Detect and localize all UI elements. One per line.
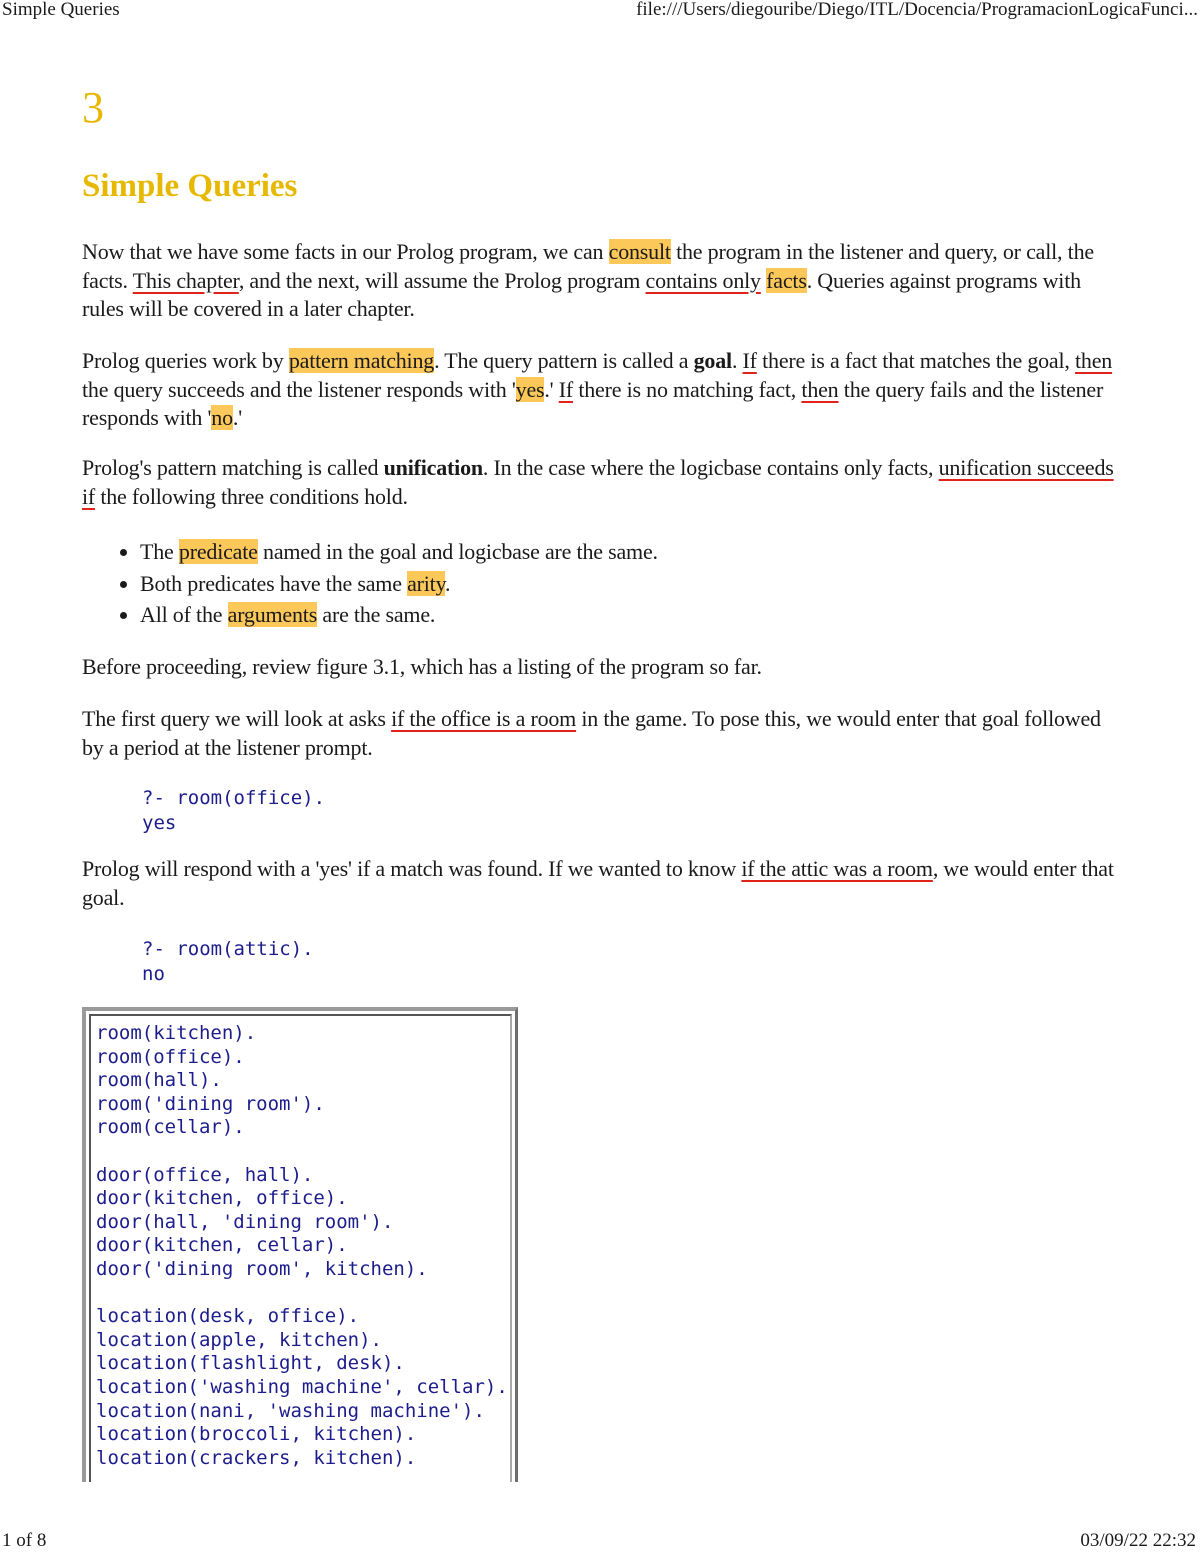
code-line: room(office). xyxy=(96,1045,245,1068)
program-listing-code xyxy=(91,1016,510,1470)
underline-contains-only: contains only xyxy=(645,267,761,293)
code-line xyxy=(96,1140,510,1164)
code-line: door('dining room', kitchen). xyxy=(96,1257,428,1280)
code-line: door(kitchen, office). xyxy=(96,1187,348,1210)
highlight-predicate: predicate xyxy=(178,539,258,564)
code-line: location(desk, office). xyxy=(96,1305,360,1328)
code-line: location('washing machine', cellar). xyxy=(96,1375,508,1398)
code-line: room(kitchen). xyxy=(96,1022,257,1044)
underline-unification-succeeds: unification succeeds if xyxy=(82,455,1114,509)
code-example-office: ?- room(office). yes xyxy=(142,787,326,834)
paragraph-unification: Prolog's pattern matching is called unification. In the case where the logicbase contains only facts, unification succeeds if the following three conditions hold. xyxy=(82,455,1114,509)
print-header-url: file:///Users/diegouribe/Diego/ITL/Docencia/ProgramacionLogicaFunci... xyxy=(636,0,1198,20)
underline-then: then xyxy=(801,376,839,402)
chapter-number: 3 xyxy=(82,83,104,132)
highlight-facts: facts xyxy=(766,267,807,293)
underline-if: If xyxy=(742,348,757,373)
term-goal: goal xyxy=(693,348,732,373)
paragraph-pattern-matching: Prolog queries work by pattern matching. The query pattern is called a goal. If there is a fact that matches the goal, then the query succeeds and the listener responds with 'yes.' If there is no matching fact, then the query fails and the listener responds with 'no.' xyxy=(82,348,1113,430)
code-example-attic: ?- room(attic). no xyxy=(142,938,314,985)
code-line: location(nani, 'washing machine'). xyxy=(96,1399,485,1422)
conditions-list xyxy=(82,536,658,631)
code-line: door(office, hall). xyxy=(96,1163,314,1186)
list-item: • The predicate named in the goal and logicbase are the same. xyxy=(140,536,658,568)
program-listing-figure xyxy=(82,1007,518,1482)
list-item: • Both predicates have the same arity. xyxy=(140,568,658,600)
underline-then: then xyxy=(1075,348,1113,373)
underline-if: If xyxy=(558,376,574,402)
paragraph-intro: Now that we have some facts in our Prolog program, we can consult the program in the listener and query, or call, the facts. This chapter, and the next, will assume the Prolog program contains only facts. Queries against programs with rules will be covered in a later chapter. xyxy=(82,239,1094,321)
highlight-consult: consult xyxy=(608,239,671,264)
paragraph-first-query: The first query we will look at asks if the office is a room in the game. To pose this, we would enter that goal followed by a period at the listener prompt. xyxy=(82,706,1101,760)
code-line: room(cellar). xyxy=(96,1116,245,1139)
highlight-arity: arity xyxy=(407,570,445,596)
code-line: location(broccoli, kitchen). xyxy=(96,1423,417,1446)
code-line xyxy=(96,1282,510,1306)
highlight-arguments: arguments xyxy=(227,602,318,627)
highlight-yes: yes xyxy=(515,376,545,402)
code-line: location(apple, kitchen). xyxy=(96,1328,382,1351)
highlight-pattern-matching: pattern matching xyxy=(288,348,435,373)
page-indicator: 1 of 8 xyxy=(2,1530,47,1551)
list-item: • All of the arguments are the same. xyxy=(140,599,658,631)
code-line: room(hall). xyxy=(96,1069,222,1092)
code-line: room('dining room'). xyxy=(96,1092,325,1115)
term-unification: unification xyxy=(383,455,483,480)
code-line: door(kitchen, cellar). xyxy=(96,1234,348,1257)
paragraph-attic-query: Prolog will respond with a 'yes' if a match was found. If we wanted to know if the attic was a room, we would enter that goal. xyxy=(82,856,1114,910)
highlight-no: no xyxy=(211,405,233,430)
code-line: location(flashlight, desk). xyxy=(96,1352,405,1375)
code-line: door(hall, 'dining room'). xyxy=(96,1210,394,1233)
chapter-title: Simple Queries xyxy=(82,168,298,204)
paragraph-review-figure: Before proceeding, review figure 3.1, which has a listing of the program so far. xyxy=(82,654,762,679)
underline-this-chapter: This chapter xyxy=(132,267,239,293)
print-header-title: Simple Queries xyxy=(2,0,120,20)
underline-office-room: if the office is a room xyxy=(391,706,577,731)
code-line: location(crackers, kitchen). xyxy=(96,1446,417,1469)
underline-attic-room: if the attic was a room xyxy=(741,856,933,881)
print-datetime: 03/09/22 22:32 xyxy=(1080,1530,1196,1551)
